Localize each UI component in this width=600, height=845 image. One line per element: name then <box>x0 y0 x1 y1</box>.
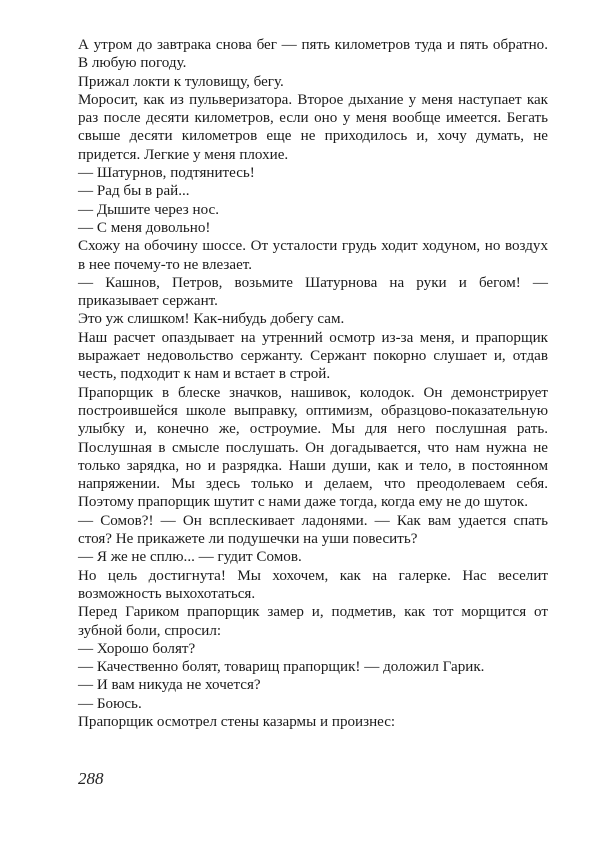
dialogue-line: — Качественно болят, товарищ прапорщик! — доложил Гарик. <box>78 659 485 676</box>
dialogue-line: — Боюсь. <box>78 695 142 712</box>
dialogue-line: — Дышите через нос. <box>78 201 220 218</box>
paragraph: Моросит, как из пульверизатора. Второе дыхание у меня наступает как раз после десяти километров, если оно у меня вообще имеется. Бегать свыше десяти километров еще не приходилось и, хочу думать, не придется. Легкие у меня плохие. <box>78 91 548 163</box>
dialogue-line: — Я же не сплю... — гудит Сомов. <box>78 549 302 566</box>
paragraph: Прапорщик в блеске значков, нашивок, колодок. Он демонстрирует построившейся школе выправку, оптимизм, образцово-показательную улыбку и, конечно же, остроумие. Мы для него послушная рать. Послушная в смысле послушать. Он догадывается, что нам нужна не только зарядка, но и разрядка. Наши души, как и тело, в постоянном напряжении. Мы здесь только и делаем, что преодолеваем себя. Поэтому прапорщик шутит с нами даже тогда, когда ему не до шуток. <box>78 384 548 511</box>
paragraph: Прапорщик осмотрел стены казармы и произнес: <box>78 713 396 730</box>
paragraph: Прижал локти к туловищу, бегу. <box>78 73 284 90</box>
paragraph: Наш расчет опаздывает на утренний осмотр из-за меня, и прапорщик выражает недовольство сержанту. Сержант покорно слушает и, отдав честь, подходит к нам и встает в строй. <box>78 329 548 383</box>
dialogue-line: — Сомов?! — Он всплескивает ладонями. — Как вам удается спать стоя? Не прикажете ли подушечки на уши повесить? <box>78 512 548 548</box>
page-number: 288 <box>78 769 104 788</box>
dialogue-line: — Шатурнов, подтянитесь! <box>78 165 255 182</box>
page-body <box>78 36 548 731</box>
paragraph: Но цель достигнута! Мы хохочем, как на галерке. Нас веселит возможность выхохотаться. <box>78 567 548 602</box>
paragraph: А утром до завтрака снова бег — пять километров туда и пять обратно. В любую погоду. <box>78 37 548 72</box>
dialogue-line: — Рад бы в рай... <box>78 183 190 200</box>
dialogue-line: — Кашнов, Петров, возьмите Шатурнова на руки и бегом! — приказывает сержант. <box>78 274 548 310</box>
dialogue-line: — С меня довольно! <box>78 219 211 236</box>
paragraph: Перед Гариком прапорщик замер и, подметив, как тот морщится от зубной боли, спросил: <box>78 604 548 639</box>
dialogue-line: — И вам никуда не хочется? <box>78 677 261 694</box>
dialogue-line: — Хорошо болят? <box>78 640 196 657</box>
paragraph: Это уж слишком! Как-нибудь добегу сам. <box>78 311 345 328</box>
paragraph: Схожу на обочину шоссе. От усталости грудь ходит ходуном, но воздух в нее почему-то не влезает. <box>78 238 548 273</box>
